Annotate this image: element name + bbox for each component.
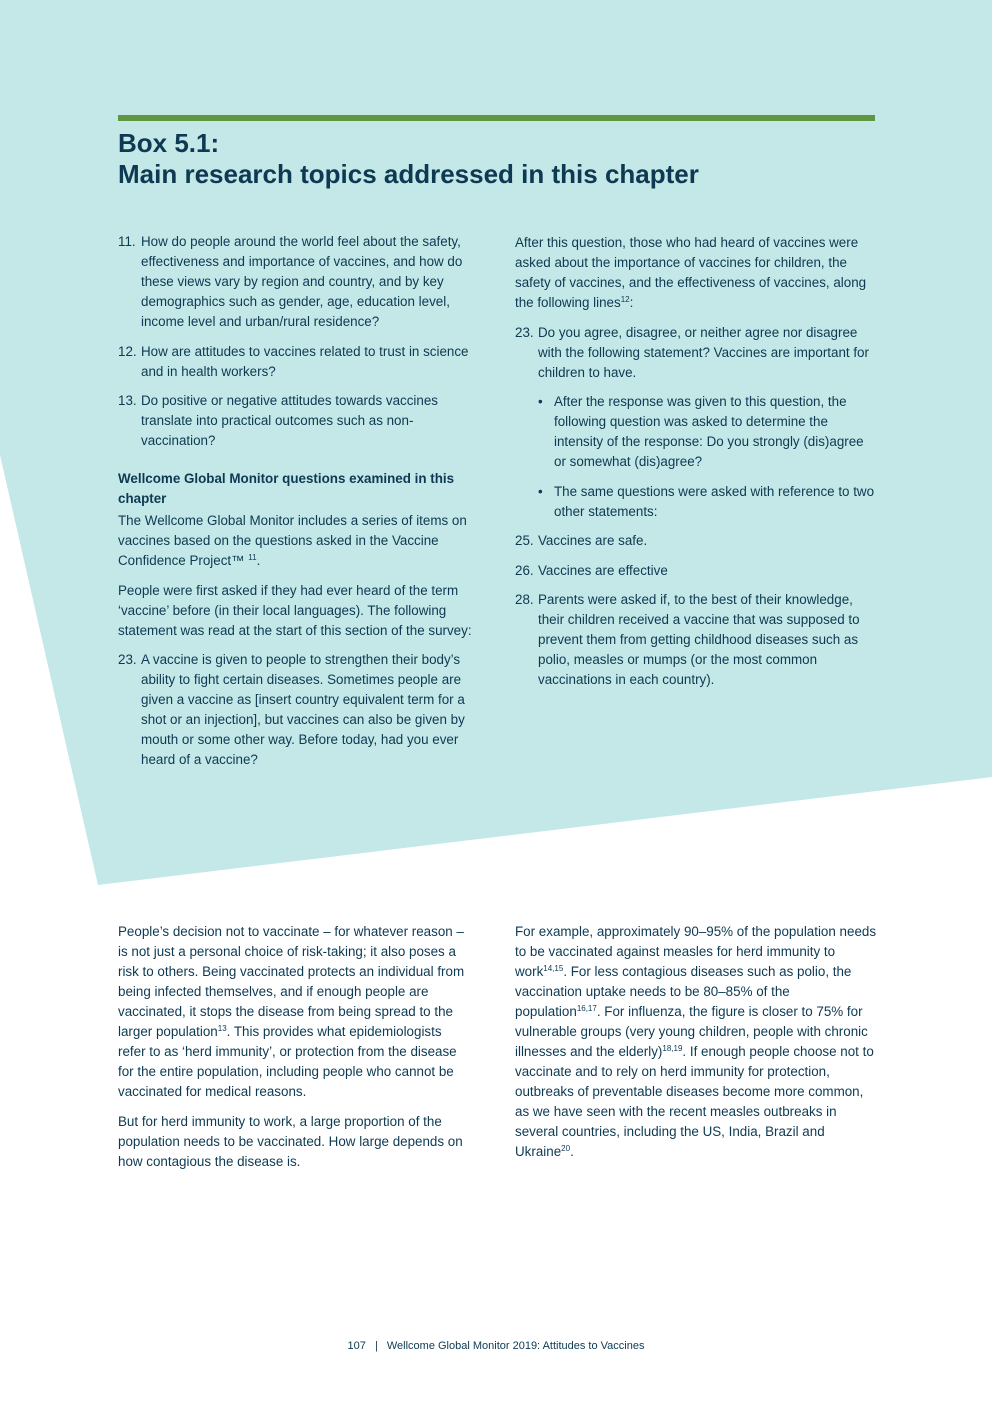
topic-item (118, 232, 480, 332)
body-right-column (515, 922, 877, 1172)
topic-number: 11. (118, 234, 136, 249)
statement-item (515, 531, 877, 551)
page-footer (0, 1338, 992, 1354)
footnote-ref[interactable]: 13 (217, 1024, 227, 1033)
footnote-ref[interactable]: 16,17 (576, 1004, 597, 1013)
footnote-ref[interactable]: 11 (248, 553, 257, 562)
topic-number: 13. (118, 393, 137, 408)
box-title-number: Box 5.1: (118, 128, 220, 158)
publication-title: Wellcome Global Monitor 2019: Attitudes to Vaccines (386, 1340, 645, 1352)
body-paragraph: But for herd immunity to work, a large proportion of the population needs to be vaccinated. How large depends on how contagious the disease is. (118, 1113, 463, 1169)
bullet-item (515, 392, 877, 472)
topic-item (118, 342, 480, 382)
statement-text: Vaccines are safe. (538, 533, 648, 548)
question-number: 23. (118, 652, 137, 667)
footer-separator: | (374, 1340, 378, 1352)
question-text: Do you agree, disagree, or neither agree nor disagree with the following statement? Vaccines are important for children to have. (538, 324, 869, 380)
survey-question-item (515, 323, 877, 383)
questions-subheading: Wellcome Global Monitor questions examined in this chapter (118, 471, 455, 506)
page-number: 107 (347, 1340, 366, 1352)
statement-item (515, 561, 877, 581)
topic-item (118, 391, 480, 451)
topic-text: How do people around the world feel about the safety, effectiveness and importance of vaccines, and how do these views vary by region and country, and by key demographics such as gender, age, education level, income level and urban/rural residence? (141, 234, 463, 329)
statement-text: Vaccines are effective (538, 562, 668, 578)
bullet-icon: • (538, 394, 543, 409)
footnote-ref[interactable]: 14,15 (543, 964, 564, 973)
box-top-rule (118, 115, 875, 121)
follow-up-bullet-list (515, 392, 877, 522)
footnote-ref[interactable]: 18,19 (662, 1044, 683, 1053)
research-topics-list (118, 232, 480, 451)
box-title (118, 128, 878, 190)
question-number: 23. (515, 324, 534, 340)
box-left-column (118, 232, 480, 780)
body-left-column (118, 922, 468, 1181)
statement-text: Parents were asked if, to the best of their knowledge, their children received a vaccine that was supposed to prevent them from getting childhood diseases such as polio, measles or mumps (or the most common vaccinations in each country). (538, 592, 860, 687)
survey-intro-paragraph: People were first asked if they had ever heard of the term ‘vaccine’ before (in their local languages). The following statement was read at the start of this section of the survey: (118, 582, 472, 638)
box-title-text: Main research topics addressed in this chapter (118, 159, 699, 189)
body-paragraph: For example, approximately 90–95% of the population needs to be vaccinated against measles for herd immunity to work$^{14,15}$. For less contagious diseases such as polio, the vaccination uptake needs to be 80–85% of the population$^{16,17}$. For influenza, the figure is closer to 75% for vulnerable groups (very young children, people with chronic illnesses and the elderly)$^{18,19}$. If enough people choose not to vaccinate and to rely on herd immunity for protection, outbreaks of preventable diseases become more common, as we have seen with the recent measles outbreaks in several countries, including the US, India, Brazil and Ukraine$^{20}$. (515, 924, 877, 1159)
bullet-text: The same questions were asked with reference to two other statements: (554, 483, 875, 519)
footnote-ref[interactable]: 20 (561, 1144, 571, 1153)
topic-text: Do positive or negative attitudes towards vaccines translate into practical outcomes such as non-vaccination? (141, 393, 438, 448)
topic-text: How are attitudes to vaccines related to trust in science and in health workers? (141, 343, 469, 379)
follow-up-intro-paragraph: After this question, those who had heard of vaccines were asked about the importance of vaccines for children, the safety of vaccines, and the effectiveness of vaccines, along the following lines$^{12}$: (515, 235, 867, 310)
footnote-ref[interactable]: 12 (620, 295, 630, 304)
question-text: A vaccine is given to people to strengthen their body’s ability to fight certain diseases. Sometimes people are given a vaccine as [insert country equivalent term for a shot or an injection], but vaccines can also be given by mouth or some other way. Before today, had you ever heard of a vaccine? (141, 652, 465, 767)
statement-item (515, 590, 877, 690)
survey-question-item (118, 650, 480, 770)
box-right-column (515, 233, 877, 700)
statement-number: 26. (515, 562, 534, 578)
statement-number: 28. (515, 592, 534, 607)
bullet-icon: • (538, 483, 543, 499)
statement-list (515, 531, 877, 690)
monitor-intro-paragraph: The Wellcome Global Monitor includes a series of items on vaccines based on the questions asked in the Vaccine Confidence Project™ $^{11}$. (118, 513, 467, 568)
bullet-item (515, 482, 877, 522)
body-paragraph: People’s decision not to vaccinate – for whatever reason – is not just a personal choice of risk-taking; it also poses a risk to others. Being vaccinated protects an individual from being infected themselves, and if enough people are vaccinated, it stops the disease from being spread to the larger population$^{13}$. This provides what epidemiologists refer to as ‘herd immunity’, or protection from the disease for the entire population, including people who cannot be vaccinated for medical reasons. (118, 924, 465, 1099)
statement-number: 25. (515, 533, 534, 548)
topic-number: 12. (118, 343, 137, 359)
bullet-text: After the response was given to this question, the following question was asked to determine the intensity of the response: Do you strongly (dis)agree or somewhat (dis)agree? (554, 394, 864, 469)
